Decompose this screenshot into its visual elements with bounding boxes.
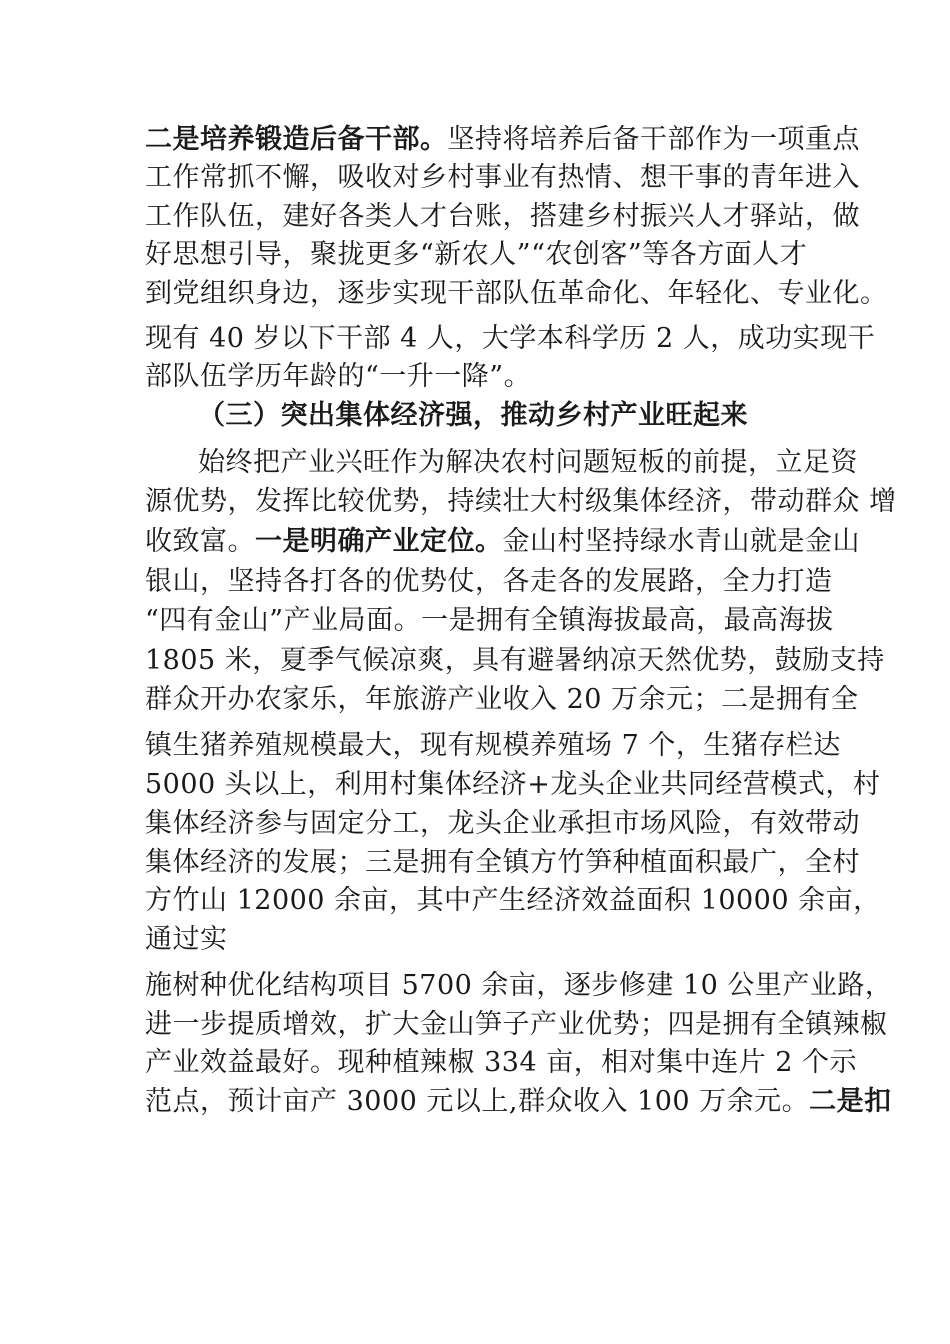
text-line xyxy=(145,276,888,312)
line-text: 现有 40 岁以下干部 4 人，大学本科学历 2 人，成功实现干 xyxy=(145,323,876,354)
text-line xyxy=(145,806,860,842)
line-text: 金山村坚持绿水青山就是金山 xyxy=(502,526,860,557)
line-text: 镇生猪养殖规模最大，现有规模养殖场 7 个，生猪存栏达 xyxy=(145,730,841,761)
text-line xyxy=(145,1084,892,1120)
text-line xyxy=(145,968,892,1004)
text-line xyxy=(145,643,885,679)
line-text: 进一步提质增效，扩大金山笋子产业优势；四是拥有全镇辣椒 xyxy=(145,1009,888,1040)
line-text: 通过实 xyxy=(145,924,228,955)
line-text: 始终把产业兴旺作为解决农村问题短板的前提，立足资 xyxy=(198,447,858,478)
text-line xyxy=(145,359,531,395)
text-line xyxy=(145,883,881,919)
line-text: 方竹山 12000 余亩，其中产生经济效益面积 10000 余亩， xyxy=(145,885,881,916)
text-line xyxy=(145,484,897,520)
line-text: 集体经济参与固定分工，龙头企业承担市场风险，有效带动 xyxy=(145,808,860,839)
text-line xyxy=(145,603,834,639)
line-text: 1805 米，夏季气候凉爽，具有避暑纳凉天然优势，鼓励支持 xyxy=(145,645,885,676)
text-line xyxy=(145,1007,888,1043)
line-text: 群众开办农家乐，年旅游产业收入 20 万余元；二是拥有全 xyxy=(145,684,859,715)
line-text: 范点，预计亩产 3000 元以上,群众收入 100 万余元。 xyxy=(145,1086,810,1117)
line-text: 集体经济的发展；三是拥有全镇方竹笋种植面积最广，全村 xyxy=(145,847,860,878)
text-line xyxy=(145,1045,857,1081)
line-text: 坚持将培养后备干部作为一项重点 xyxy=(447,124,860,155)
text-line xyxy=(145,237,807,273)
text-line xyxy=(145,728,841,764)
text-line xyxy=(145,682,859,718)
text-line xyxy=(145,564,833,600)
line-text: 产业效益最好。现种植辣椒 334 亩，相对集中连片 2 个示 xyxy=(145,1047,858,1078)
section-heading xyxy=(198,398,748,434)
text-line xyxy=(145,767,880,803)
line-text: 收致富。 xyxy=(145,526,255,557)
line-text: 部队伍学历年龄的“一升一降”。 xyxy=(145,361,532,392)
text-line xyxy=(145,199,860,235)
line-text: 银山，坚持各打各的优势仗，各走各的发展路，全力打造 xyxy=(145,566,833,597)
text-line xyxy=(198,445,858,481)
text-line xyxy=(145,321,875,357)
text-line xyxy=(145,922,228,958)
bold-lead: 二是扣 xyxy=(809,1086,892,1117)
line-text: “四有金山”产业局面。一是拥有全镇海拔最高，最高海拔 xyxy=(145,605,834,636)
line-text: 工作队伍，建好各类人才台账，搭建乡村振兴人才驿站，做 xyxy=(145,201,860,232)
text-line xyxy=(145,845,860,881)
line-text: 施树种优化结构项目 5700 余亩，逐步修建 10 公里产业路， xyxy=(145,970,893,1001)
line-text: 源优势，发挥比较优势，持续壮大村级集体经济，带动群众 增 xyxy=(145,486,897,517)
line-text: 到党组织身边，逐步实现干部队伍革命化、年轻化、专业化。 xyxy=(145,278,888,309)
heading-text: （三）突出集体经济强，推动乡村产业旺起来 xyxy=(198,400,748,431)
text-line xyxy=(145,160,860,196)
line-text: 5000 头以上，利用村集体经济+龙头企业共同经营模式，村 xyxy=(145,769,881,800)
text-line xyxy=(145,122,860,158)
text-line xyxy=(145,524,860,560)
line-text: 好思想引导，聚拢更多“新农人”“农创客”等各方面人才 xyxy=(145,239,808,270)
line-text: 工作常抓不懈，吸收对乡村事业有热情、想干事的青年进入 xyxy=(145,162,860,193)
bold-lead: 二是培养锻造后备干部。 xyxy=(145,124,448,155)
bold-lead: 一是明确产业定位。 xyxy=(255,526,503,557)
